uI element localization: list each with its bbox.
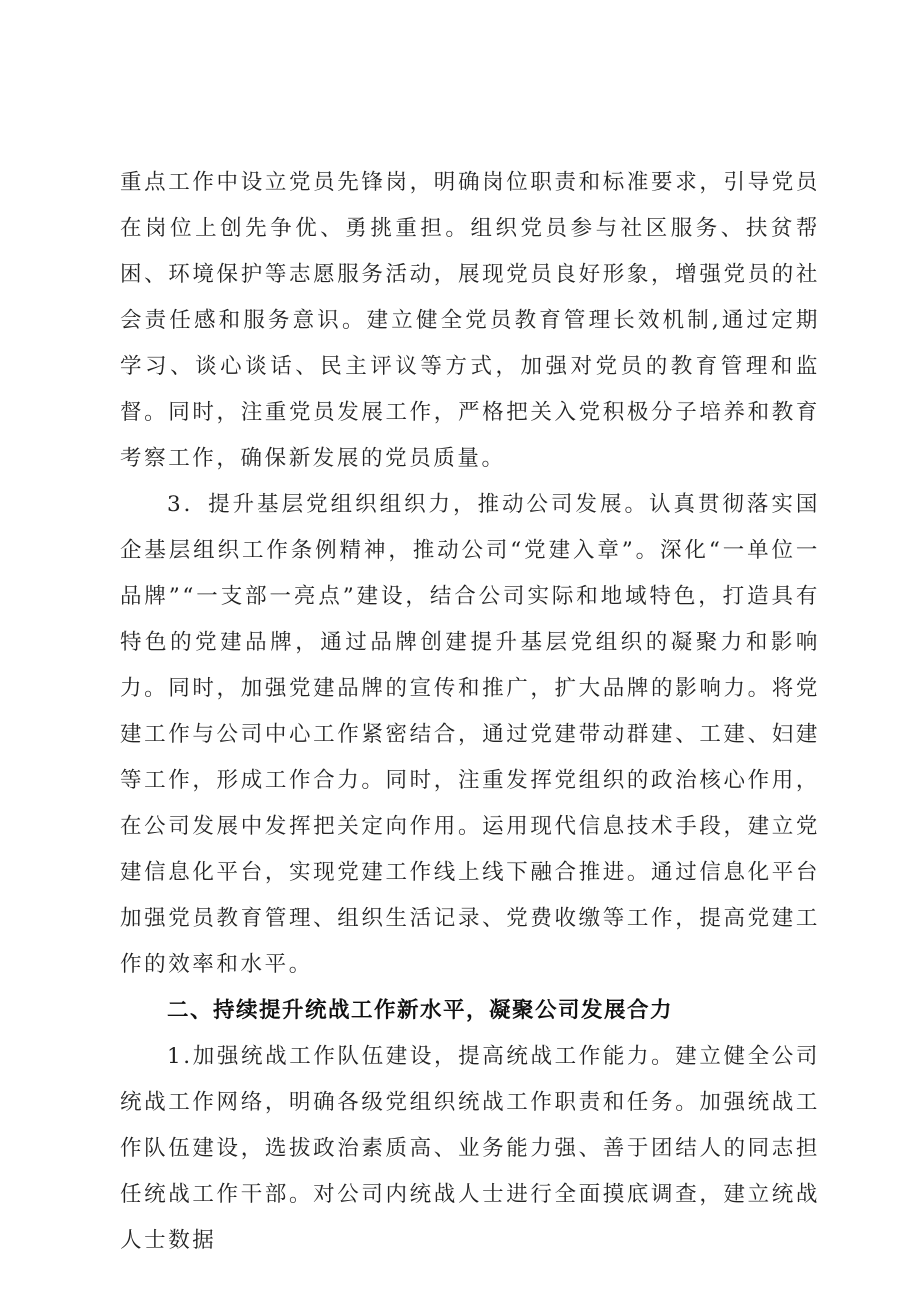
paragraph-continuation: 重点工作中设立党员先锋岗，明确岗位职责和标准要求，引导党员在岗位上创先争优、勇挑重担。组织党员参与社区服务、扶贫帮困、环境保护等志愿服务活动，展现党员良好形象，增强党员的社会责任感和服务意识。建立健全党员教育管理长效机制,通过定期学习、谈心谈话、民主评议等方式，加强对党员的教育管理和监督。同时，注重党员发展工作，严格把关入党积极分子培养和教育考察工作，确保新发展的党员质量。 (120, 170, 820, 471)
section-heading: 二、持续提升统战工作新水平，凝聚公司发展合力 (167, 998, 674, 1023)
paragraph-item-3: 3．提升基层党组织组织力，推动公司发展。认真贯彻落实国企基层组织工作条例精神，推动公司“党建入章”。深化“一单位一品牌”“一支部一亮点”建设，结合公司实际和地域特色，打造具有特色的党建品牌，通过品牌创建提升基层党组织的凝聚力和影响力。同时，加强党建品牌的宣传和推广，扩大品牌的影响力。将党建工作与公司中心工作紧密结合，通过党建带动群建、工建、妇建等工作，形成工作合力。同时，注重发挥党组织的政治核心作用，在公司发展中发挥把关定向作用。运用现代信息技术手段，建立党建信息化平台，实现党建工作线上线下融合推进。通过信息化平台加强党员教育管理、组织生活记录、党费收缴等工作，提高党建工作的效率和水平。 (120, 492, 820, 977)
paragraph-item-1: 1.加强统战工作队伍建设，提高统战工作能力。建立健全公司统战工作网络，明确各级党组织统战工作职责和任务。加强统战工作队伍建设，选拔政治素质高、业务能力强、善于团结人的同志担任统战工作干部。对公司内统战人士进行全面摸底调查，建立统战人士数据 (120, 1044, 820, 1253)
document-body (120, 160, 820, 1264)
